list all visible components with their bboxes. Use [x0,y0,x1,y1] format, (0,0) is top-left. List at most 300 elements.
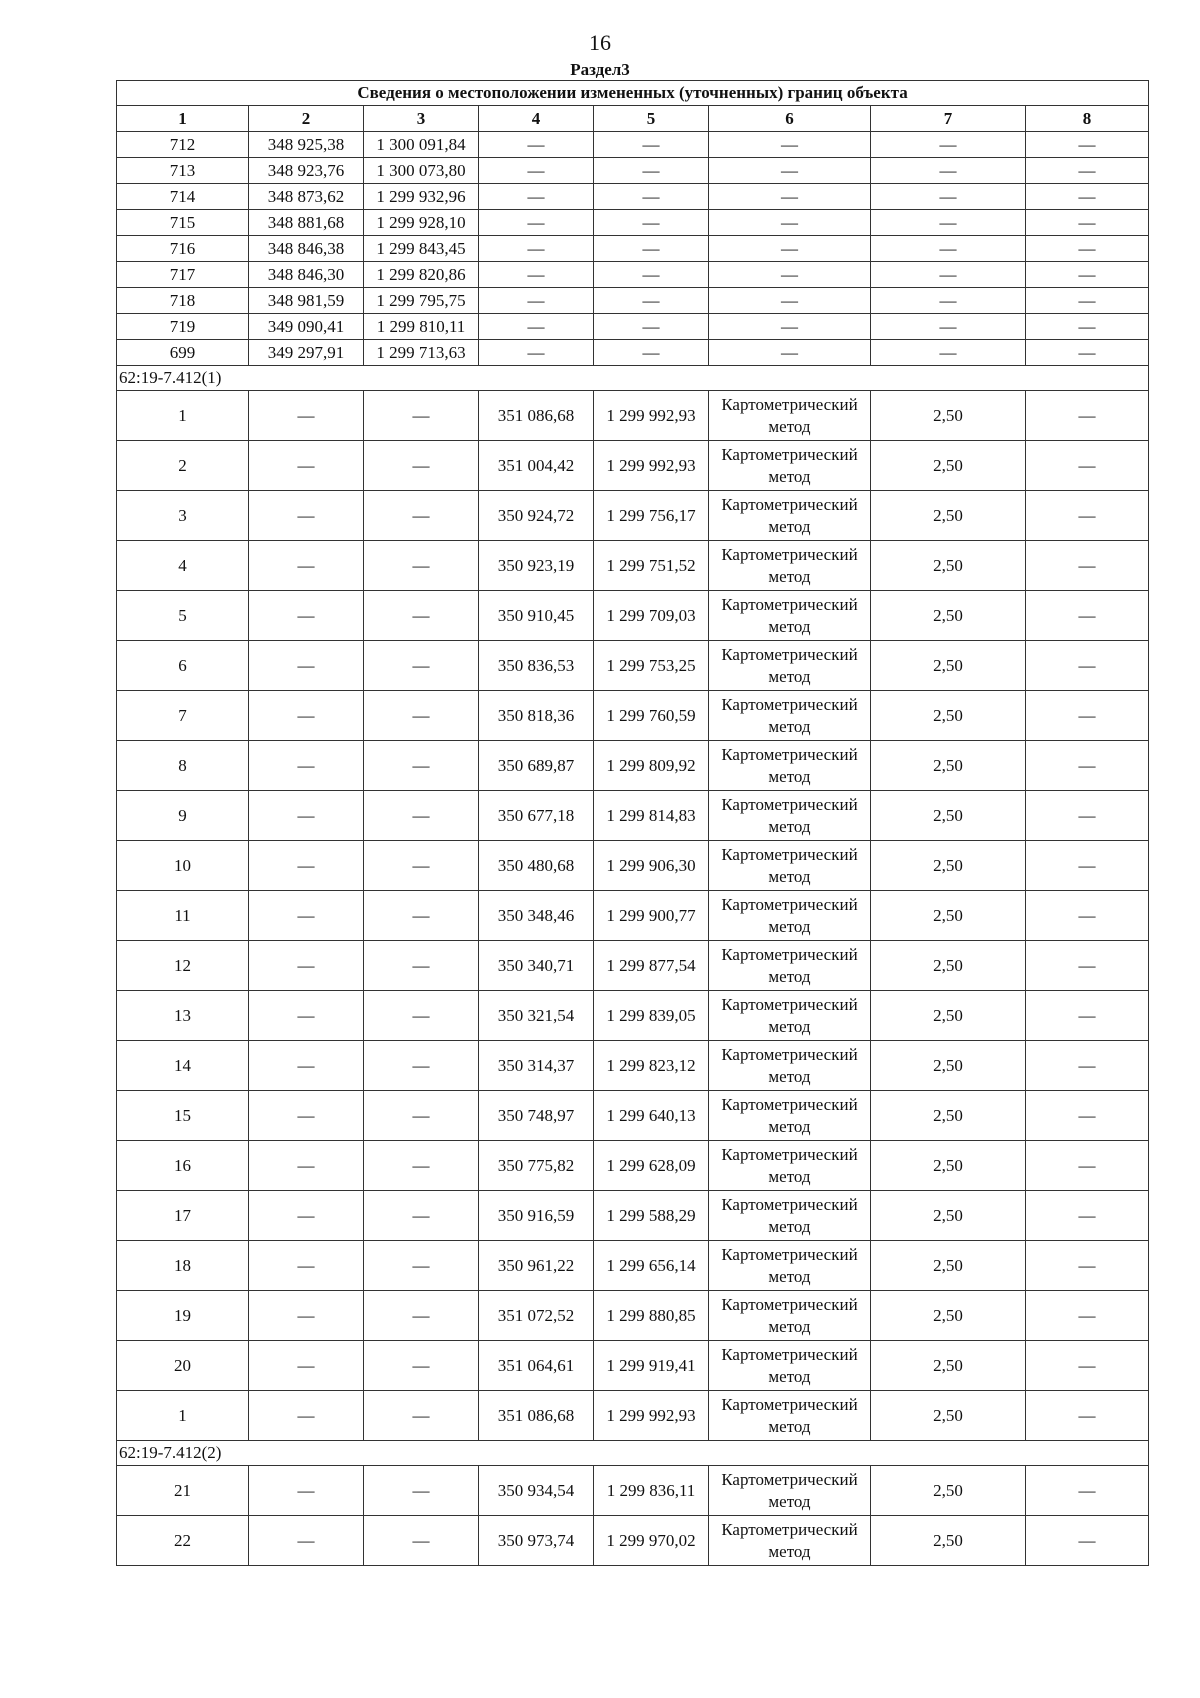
dash-cell: — [709,288,871,314]
method-cell: Картометрический метод [709,1191,871,1241]
method-cell: Картометрический метод [709,591,871,641]
table-row [117,1516,1149,1566]
accuracy-cell: 2,50 [871,1141,1026,1191]
dash-cell: — [249,1141,364,1191]
dash-cell: — [1026,210,1149,236]
dash-cell: — [871,158,1026,184]
coord-y-old-cell: 1 299 810,11 [364,314,479,340]
dash-cell: — [594,314,709,340]
dash-cell: — [364,541,479,591]
table-row [117,491,1149,541]
coord-x-new-cell: 350 934,54 [479,1466,594,1516]
dash-cell: — [1026,991,1149,1041]
accuracy-cell: 2,50 [871,1191,1026,1241]
point-number-cell: 5 [117,591,249,641]
method-cell: Картометрический метод [709,1241,871,1291]
dash-cell: — [594,158,709,184]
accuracy-cell: 2,50 [871,491,1026,541]
method-cell: Картометрический метод [709,941,871,991]
column-number-row [117,106,1149,132]
coord-x-old-cell: 348 873,62 [249,184,364,210]
table-row [117,132,1149,158]
dash-cell: — [594,340,709,366]
dash-cell: — [479,340,594,366]
dash-cell: — [364,1091,479,1141]
dash-cell: — [249,391,364,441]
dash-cell: — [364,491,479,541]
dash-cell: — [1026,236,1149,262]
dash-cell: — [594,184,709,210]
coord-y-new-cell: 1 299 906,30 [594,841,709,891]
point-number-cell: 1 [117,391,249,441]
method-cell: Картометрический метод [709,841,871,891]
coord-y-new-cell: 1 299 836,11 [594,1466,709,1516]
table-row [117,1466,1149,1516]
accuracy-cell: 2,50 [871,1341,1026,1391]
dash-cell: — [249,1241,364,1291]
page-number: 16 [589,30,611,55]
coord-y-old-cell: 1 299 820,86 [364,262,479,288]
coord-y-new-cell: 1 299 970,02 [594,1516,709,1566]
dash-cell: — [364,1516,479,1566]
method-cell: Картометрический метод [709,741,871,791]
dash-cell: — [364,1341,479,1391]
dash-cell: — [364,1141,479,1191]
point-number-cell: 6 [117,641,249,691]
dash-cell: — [249,1191,364,1241]
point-number-cell: 715 [117,210,249,236]
dash-cell: — [364,1466,479,1516]
coord-x-new-cell: 350 677,18 [479,791,594,841]
dash-cell: — [1026,891,1149,941]
dash-cell: — [1026,1466,1149,1516]
point-number-cell: 22 [117,1516,249,1566]
dash-cell: — [249,791,364,841]
coord-y-new-cell: 1 299 992,93 [594,1391,709,1441]
point-number-cell: 19 [117,1291,249,1341]
coord-x-new-cell: 351 072,52 [479,1291,594,1341]
point-number-cell: 13 [117,991,249,1041]
dash-cell: — [709,340,871,366]
dash-cell: — [1026,1241,1149,1291]
dash-cell: — [1026,288,1149,314]
dash-cell: — [479,236,594,262]
dash-cell: — [709,210,871,236]
coord-x-new-cell: 350 916,59 [479,1191,594,1241]
table-row [117,1091,1149,1141]
coord-y-new-cell: 1 299 640,13 [594,1091,709,1141]
coord-y-old-cell: 1 299 928,10 [364,210,479,236]
coord-y-new-cell: 1 299 588,29 [594,1191,709,1241]
accuracy-cell: 2,50 [871,841,1026,891]
dash-cell: — [364,691,479,741]
dash-cell: — [479,288,594,314]
dash-cell: — [249,891,364,941]
dash-cell: — [1026,391,1149,441]
coord-x-new-cell: 350 910,45 [479,591,594,641]
group-label: 62:19-7.412(2) [117,1441,1149,1466]
dash-cell: — [479,132,594,158]
coord-x-new-cell: 350 480,68 [479,841,594,891]
table-row [117,591,1149,641]
table-row [117,941,1149,991]
table-caption-row [117,81,1149,106]
column-number: 6 [709,106,871,132]
table-row [117,340,1149,366]
table-row [117,541,1149,591]
dash-cell: — [249,1341,364,1391]
dash-cell: — [709,236,871,262]
coord-x-new-cell: 350 923,19 [479,541,594,591]
dash-cell: — [249,741,364,791]
accuracy-cell: 2,50 [871,391,1026,441]
dash-cell: — [479,184,594,210]
dash-cell: — [1026,1341,1149,1391]
table-row [117,158,1149,184]
dash-cell: — [709,262,871,288]
dash-cell: — [1026,1516,1149,1566]
dash-cell: — [871,340,1026,366]
dash-cell: — [249,1291,364,1341]
coord-x-new-cell: 350 314,37 [479,1041,594,1091]
dash-cell: — [249,1466,364,1516]
dash-cell: — [249,541,364,591]
dash-cell: — [1026,314,1149,340]
table-row [117,991,1149,1041]
table-row [117,741,1149,791]
dash-cell: — [479,262,594,288]
dash-cell: — [364,741,479,791]
coord-y-new-cell: 1 299 751,52 [594,541,709,591]
method-cell: Картометрический метод [709,1291,871,1341]
dash-cell: — [1026,158,1149,184]
point-number-cell: 11 [117,891,249,941]
coord-y-new-cell: 1 299 814,83 [594,791,709,841]
method-cell: Картометрический метод [709,791,871,841]
dash-cell: — [709,132,871,158]
coord-x-new-cell: 350 348,46 [479,891,594,941]
dash-cell: — [249,941,364,991]
table-row [117,891,1149,941]
point-number-cell: 18 [117,1241,249,1291]
group-header-row [117,366,1149,391]
method-cell: Картометрический метод [709,541,871,591]
coord-x-old-cell: 348 925,38 [249,132,364,158]
dash-cell: — [1026,591,1149,641]
coord-y-old-cell: 1 299 795,75 [364,288,479,314]
coord-x-new-cell: 350 924,72 [479,491,594,541]
coord-x-new-cell: 350 689,87 [479,741,594,791]
point-number-cell: 8 [117,741,249,791]
point-number-cell: 20 [117,1341,249,1391]
coord-y-new-cell: 1 299 760,59 [594,691,709,741]
dash-cell: — [871,236,1026,262]
dash-cell: — [249,1041,364,1091]
dash-cell: — [1026,262,1149,288]
dash-cell: — [1026,1091,1149,1141]
point-number-cell: 1 [117,1391,249,1441]
dash-cell: — [1026,541,1149,591]
accuracy-cell: 2,50 [871,441,1026,491]
dash-cell: — [1026,841,1149,891]
accuracy-cell: 2,50 [871,1391,1026,1441]
point-number-cell: 17 [117,1191,249,1241]
coord-x-new-cell: 350 340,71 [479,941,594,991]
dash-cell: — [364,1191,479,1241]
coord-x-new-cell: 350 775,82 [479,1141,594,1191]
group-label: 62:19-7.412(1) [117,366,1149,391]
table-row [117,210,1149,236]
accuracy-cell: 2,50 [871,1466,1026,1516]
coord-x-old-cell: 348 846,38 [249,236,364,262]
coord-x-new-cell: 350 836,53 [479,641,594,691]
dash-cell: — [479,158,594,184]
point-number-cell: 717 [117,262,249,288]
point-number-cell: 713 [117,158,249,184]
accuracy-cell: 2,50 [871,591,1026,641]
dash-cell: — [1026,1291,1149,1341]
dash-cell: — [364,1041,479,1091]
dash-cell: — [1026,741,1149,791]
dash-cell: — [364,891,479,941]
coord-y-new-cell: 1 299 656,14 [594,1241,709,1291]
dash-cell: — [364,441,479,491]
table-caption: Сведения о местоположении измененных (уточненных) границ объекта [117,81,1149,106]
dash-cell: — [594,210,709,236]
dash-cell: — [871,132,1026,158]
point-number-cell: 4 [117,541,249,591]
dash-cell: — [594,236,709,262]
dash-cell: — [709,314,871,340]
section-title: Раздел3 [570,60,630,79]
dash-cell: — [1026,340,1149,366]
table-row [117,1141,1149,1191]
accuracy-cell: 2,50 [871,941,1026,991]
coord-x-new-cell: 350 818,36 [479,691,594,741]
column-number: 8 [1026,106,1149,132]
coord-x-new-cell: 351 086,68 [479,391,594,441]
coord-y-old-cell: 1 299 713,63 [364,340,479,366]
coord-x-new-cell: 350 973,74 [479,1516,594,1566]
table-row [117,841,1149,891]
table-row [117,1191,1149,1241]
coord-y-old-cell: 1 300 073,80 [364,158,479,184]
accuracy-cell: 2,50 [871,541,1026,591]
method-cell: Картометрический метод [709,641,871,691]
method-cell: Картометрический метод [709,1466,871,1516]
dash-cell: — [594,288,709,314]
method-cell: Картометрический метод [709,1341,871,1391]
dash-cell: — [1026,791,1149,841]
method-cell: Картометрический метод [709,441,871,491]
table-row [117,236,1149,262]
table-row [117,184,1149,210]
dash-cell: — [1026,132,1149,158]
method-cell: Картометрический метод [709,491,871,541]
table-row [117,641,1149,691]
accuracy-cell: 2,50 [871,891,1026,941]
dash-cell: — [249,841,364,891]
dash-cell: — [709,184,871,210]
coord-x-old-cell: 348 881,68 [249,210,364,236]
accuracy-cell: 2,50 [871,1291,1026,1341]
dash-cell: — [364,591,479,641]
column-number: 1 [117,106,249,132]
table-row [117,262,1149,288]
method-cell: Картометрический метод [709,1391,871,1441]
coord-y-new-cell: 1 299 809,92 [594,741,709,791]
dash-cell: — [709,158,871,184]
dash-cell: — [364,991,479,1041]
dash-cell: — [1026,184,1149,210]
coord-y-new-cell: 1 299 919,41 [594,1341,709,1391]
dash-cell: — [871,288,1026,314]
dash-cell: — [1026,1141,1149,1191]
coord-y-new-cell: 1 299 880,85 [594,1291,709,1341]
dash-cell: — [249,641,364,691]
dash-cell: — [871,314,1026,340]
table-row [117,441,1149,491]
dash-cell: — [1026,1191,1149,1241]
dash-cell: — [1026,441,1149,491]
dash-cell: — [249,1391,364,1441]
coord-y-new-cell: 1 299 753,25 [594,641,709,691]
point-number-cell: 15 [117,1091,249,1141]
dash-cell: — [364,1241,479,1291]
point-number-cell: 10 [117,841,249,891]
dash-cell: — [249,691,364,741]
dash-cell: — [871,210,1026,236]
dash-cell: — [364,841,479,891]
coord-x-new-cell: 350 321,54 [479,991,594,1041]
table-row [117,288,1149,314]
point-number-cell: 699 [117,340,249,366]
coord-y-new-cell: 1 299 756,17 [594,491,709,541]
dash-cell: — [249,491,364,541]
column-number: 4 [479,106,594,132]
point-number-cell: 14 [117,1041,249,1091]
table-row [117,391,1149,441]
table-row [117,691,1149,741]
dash-cell: — [594,132,709,158]
point-number-cell: 714 [117,184,249,210]
table-row [117,1291,1149,1341]
point-number-cell: 2 [117,441,249,491]
point-number-cell: 9 [117,791,249,841]
dash-cell: — [249,1516,364,1566]
method-cell: Картометрический метод [709,991,871,1041]
coord-x-old-cell: 348 923,76 [249,158,364,184]
dash-cell: — [364,791,479,841]
coord-x-new-cell: 351 004,42 [479,441,594,491]
method-cell: Картометрический метод [709,391,871,441]
dash-cell: — [364,941,479,991]
dash-cell: — [364,1391,479,1441]
table-body [117,81,1149,1566]
accuracy-cell: 2,50 [871,991,1026,1041]
method-cell: Картометрический метод [709,891,871,941]
point-number-cell: 16 [117,1141,249,1191]
dash-cell: — [1026,1391,1149,1441]
accuracy-cell: 2,50 [871,691,1026,741]
dash-cell: — [249,441,364,491]
accuracy-cell: 2,50 [871,641,1026,691]
point-number-cell: 12 [117,941,249,991]
table-row [117,314,1149,340]
coord-y-new-cell: 1 299 877,54 [594,941,709,991]
coord-y-new-cell: 1 299 709,03 [594,591,709,641]
boundary-table [116,80,1149,1566]
column-number: 7 [871,106,1026,132]
column-number: 2 [249,106,364,132]
coord-x-old-cell: 349 090,41 [249,314,364,340]
dash-cell: — [364,641,479,691]
point-number-cell: 716 [117,236,249,262]
coord-x-old-cell: 349 297,91 [249,340,364,366]
column-number: 5 [594,106,709,132]
accuracy-cell: 2,50 [871,1241,1026,1291]
dash-cell: — [1026,641,1149,691]
point-number-cell: 21 [117,1466,249,1516]
dash-cell: — [364,1291,479,1341]
dash-cell: — [1026,691,1149,741]
dash-cell: — [479,210,594,236]
coord-x-old-cell: 348 846,30 [249,262,364,288]
coord-x-new-cell: 351 064,61 [479,1341,594,1391]
coord-y-old-cell: 1 299 932,96 [364,184,479,210]
table-row [117,791,1149,841]
method-cell: Картометрический метод [709,1141,871,1191]
point-number-cell: 3 [117,491,249,541]
coord-x-old-cell: 348 981,59 [249,288,364,314]
coord-y-new-cell: 1 299 839,05 [594,991,709,1041]
dash-cell: — [249,591,364,641]
dash-cell: — [364,391,479,441]
accuracy-cell: 2,50 [871,1091,1026,1141]
coord-x-new-cell: 350 961,22 [479,1241,594,1291]
method-cell: Картометрический метод [709,1091,871,1141]
coord-y-new-cell: 1 299 992,93 [594,441,709,491]
dash-cell: — [1026,1041,1149,1091]
group-header-row [117,1441,1149,1466]
table-row [117,1391,1149,1441]
dash-cell: — [594,262,709,288]
dash-cell: — [1026,491,1149,541]
coord-y-new-cell: 1 299 992,93 [594,391,709,441]
dash-cell: — [479,314,594,340]
coord-y-old-cell: 1 299 843,45 [364,236,479,262]
accuracy-cell: 2,50 [871,791,1026,841]
dash-cell: — [249,1091,364,1141]
accuracy-cell: 2,50 [871,741,1026,791]
column-number: 3 [364,106,479,132]
table-row [117,1241,1149,1291]
coord-y-old-cell: 1 300 091,84 [364,132,479,158]
method-cell: Картометрический метод [709,1041,871,1091]
dash-cell: — [871,262,1026,288]
coord-y-new-cell: 1 299 628,09 [594,1141,709,1191]
dash-cell: — [249,991,364,1041]
coord-y-new-cell: 1 299 823,12 [594,1041,709,1091]
point-number-cell: 712 [117,132,249,158]
table-row [117,1341,1149,1391]
point-number-cell: 719 [117,314,249,340]
dash-cell: — [871,184,1026,210]
coord-y-new-cell: 1 299 900,77 [594,891,709,941]
coord-x-new-cell: 350 748,97 [479,1091,594,1141]
coord-x-new-cell: 351 086,68 [479,1391,594,1441]
point-number-cell: 718 [117,288,249,314]
